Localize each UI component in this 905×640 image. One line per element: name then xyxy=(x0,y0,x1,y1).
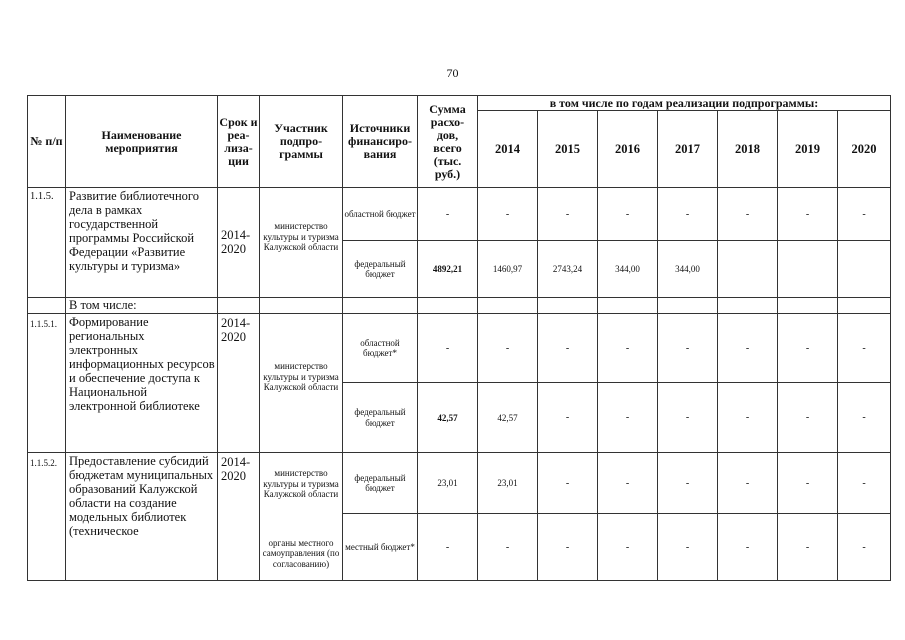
fin-2015: - xyxy=(565,412,570,423)
year-2017: 2017 xyxy=(675,141,700,156)
row-name: Предоставление субсидий бюджетам муниципальных образований Калужской области на создание модельных библиотек (техническое xyxy=(69,454,214,538)
fin-source: федеральный бюджет xyxy=(354,258,406,279)
fin-total: - xyxy=(445,342,450,354)
fin-2017: - xyxy=(685,541,690,553)
fin-total: 42,57 xyxy=(437,412,458,423)
fin-2019: - xyxy=(805,412,810,423)
page-number: 70 xyxy=(446,66,459,80)
fin-2014: - xyxy=(505,208,510,220)
fin-2016: - xyxy=(625,477,630,489)
year-2019: 2019 xyxy=(795,141,820,156)
fin-2017: 344,00 xyxy=(675,264,700,274)
fin-source: федеральный бюджет xyxy=(354,407,406,428)
year-2015: 2015 xyxy=(555,141,580,156)
fin-2019: - xyxy=(805,477,810,489)
year-2020: 2020 xyxy=(851,141,877,156)
row-name: Формирование региональных электронных информационных ресурсов и обеспечение доступа к Национальной электронной библиотеке xyxy=(69,315,215,413)
row-term: 2014-2020 xyxy=(221,455,251,483)
fin-2019 xyxy=(778,241,837,297)
fin-2014: 23,01 xyxy=(497,478,518,488)
header-sum: Сумма расхо-дов, всего (тыс. руб.) xyxy=(429,101,466,181)
row-code: 1.1.5.2. xyxy=(30,458,57,468)
fin-2020 xyxy=(838,241,890,297)
fin-2020: - xyxy=(862,342,866,354)
fin-2016: 344,00 xyxy=(615,264,640,274)
fin-2015: 2743,24 xyxy=(552,264,583,274)
fin-source: областной бюджет* xyxy=(360,337,400,358)
row-term: 2014-2020 xyxy=(221,316,251,344)
row-participant-2: органы местного самоуправления (по согласованию) xyxy=(262,537,340,569)
including-label: В том числе: xyxy=(69,298,137,312)
year-2018: 2018 xyxy=(735,141,760,156)
row-participant: министерство культуры и туризма Калужской области xyxy=(263,468,339,500)
row-name: Развитие библиотечного дела в рамках государственной программы Российской Федерации «Развитие культуры и туризма» xyxy=(69,189,199,273)
fin-2017: - xyxy=(685,208,690,220)
row-participant: министерство культуры и туризма Калужской области xyxy=(263,361,339,393)
fin-2016: - xyxy=(625,208,630,220)
row-code: 1.1.5. xyxy=(30,191,54,202)
fin-source: местный бюджет* xyxy=(345,541,415,552)
fin-2020: - xyxy=(862,541,866,553)
header-num: № п/п xyxy=(30,134,63,148)
row-term: 2014-2020 xyxy=(221,228,251,256)
year-2016: 2016 xyxy=(615,141,640,156)
fin-2015: - xyxy=(565,208,570,220)
header-participant: Участник подпро-граммы xyxy=(274,121,328,161)
fin-source: областной бюджет xyxy=(344,208,416,219)
fin-total: - xyxy=(445,541,450,553)
fin-2018: - xyxy=(745,412,750,423)
fin-2019: - xyxy=(805,541,810,553)
fin-2016: - xyxy=(625,342,630,354)
fin-2019: - xyxy=(805,208,810,220)
fin-2018: - xyxy=(745,541,750,553)
fin-2020: - xyxy=(862,412,866,423)
fin-total: 23,01 xyxy=(437,478,458,488)
fin-2018: - xyxy=(745,477,750,489)
fin-2015: - xyxy=(565,342,570,354)
fin-2014: 42,57 xyxy=(497,412,518,423)
fin-2014: - xyxy=(505,342,510,354)
fin-total: - xyxy=(445,208,450,220)
fin-2016: - xyxy=(625,541,630,553)
fin-2018: - xyxy=(745,342,750,354)
header-years-title: в том числе по годам реализации подпрограммы: xyxy=(549,96,819,110)
header-name: Наименование мероприятия xyxy=(101,127,182,155)
fin-2019: - xyxy=(805,342,810,354)
fin-2015: - xyxy=(565,477,570,489)
fin-2015: - xyxy=(565,541,570,553)
fin-total: 4892,21 xyxy=(432,264,463,274)
fin-2020: - xyxy=(862,477,866,489)
fin-2016: - xyxy=(625,412,630,423)
fin-2020: - xyxy=(862,208,866,220)
fin-2014: - xyxy=(505,541,510,553)
fin-2017: - xyxy=(685,412,690,423)
fin-2018: - xyxy=(745,208,750,220)
row-code: 1.1.5.1. xyxy=(30,319,57,329)
fin-2014: 1460,97 xyxy=(492,264,523,274)
row-participant: министерство культуры и туризма Калужской области xyxy=(263,221,339,253)
year-2014: 2014 xyxy=(495,141,520,156)
fin-2017: - xyxy=(685,342,690,354)
header-term: Срок и реа-лиза-ции xyxy=(219,114,258,168)
header-source: Источники финансиро-вания xyxy=(348,121,412,161)
fin-2017: - xyxy=(685,477,690,489)
fin-2018 xyxy=(718,241,777,297)
fin-source: федеральный бюджет xyxy=(354,472,406,493)
